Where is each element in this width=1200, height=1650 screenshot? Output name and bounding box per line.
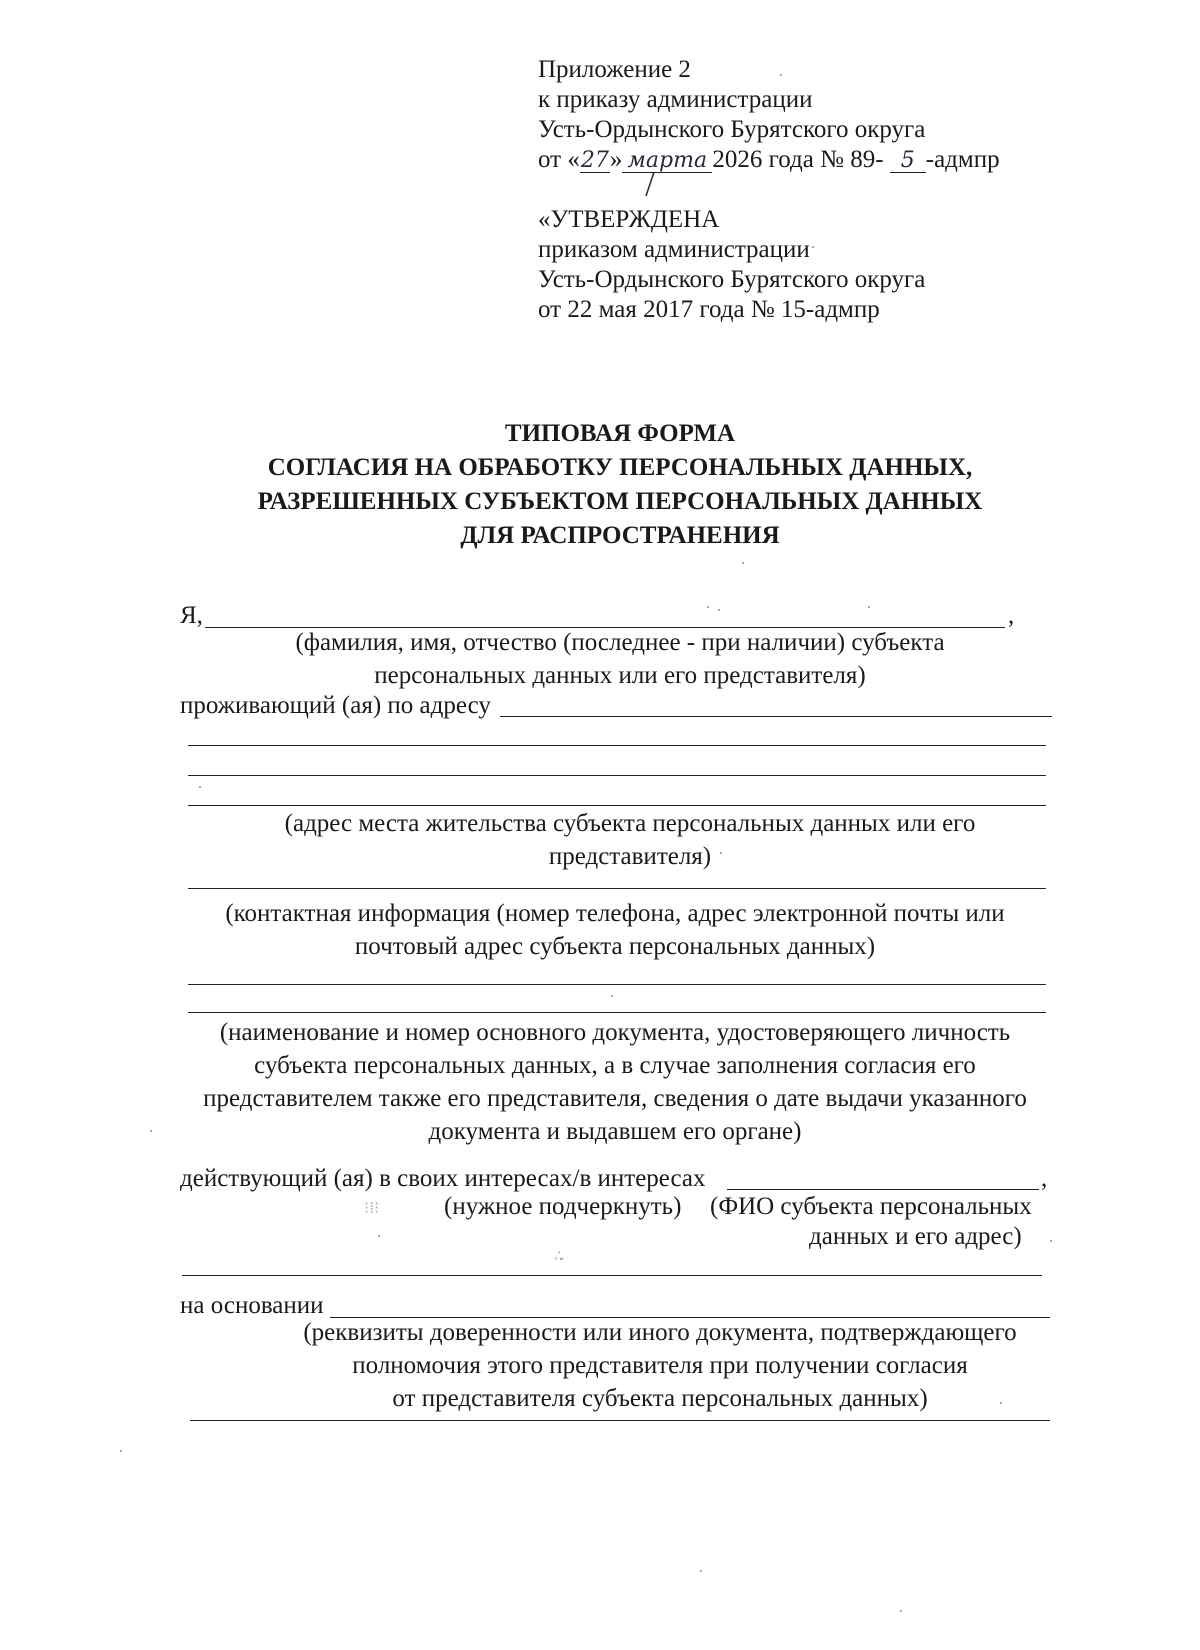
address-field-line-2[interactable] [188,745,1046,746]
approval-line-3: Усть-Ордынского Бурятского округа [538,266,926,293]
document-field-line-1[interactable] [188,984,1046,985]
address-field-line-4[interactable] [188,805,1046,806]
address-field-line-3[interactable] [188,775,1046,776]
appendix-line-1: Приложение 2 [538,56,691,83]
order-month-field [622,144,712,177]
approval-line-2: приказом администрации [538,236,810,263]
order-year: 2026 года № 89- [712,146,884,173]
fio-caption-line-1: (фамилия, имя, отчество (последнее - при наличии) субъекта [295,629,945,656]
basis-field-line-2[interactable] [190,1420,1050,1421]
document-caption-line-3: представителем также его представителя, сведения о дате выдачи указанного [203,1085,1027,1112]
subject-caption-line-1: (ФИО субъекта персональных [710,1193,1032,1220]
subject-field-line-2[interactable] [182,1275,1042,1276]
order-number-handwritten: 5 [900,148,915,173]
appendix-line-3: Усть-Ордынского Бурятского округа [538,116,926,143]
underline-hint: (нужное подчеркнуть) [444,1193,682,1220]
basis-caption-line-1: (реквизиты доверенности или иного документа, подтверждающего [303,1319,1017,1346]
title-line-4: ДЛЯ РАСПРОСТРАНЕНИЯ [460,522,780,549]
fio-caption [240,626,1000,692]
address-field-line-1[interactable] [500,716,1052,717]
basis-caption-line-2: полномочия этого представителя при получении согласия [352,1352,968,1379]
subject-field-line[interactable] [727,1189,1039,1190]
document-caption [170,1016,1060,1148]
address-label: проживающий (ая) по адресу [180,692,491,719]
address-caption-line-2: представителя) [548,843,712,870]
subject-caption-line-2: данных и его адрес) [809,1223,1022,1250]
title-line-2: СОГЛАСИЯ НА ОБРАБОТКУ ПЕРСОНАЛЬНЫХ ДАННЫХ, [267,454,973,481]
order-quote-close: » [609,146,623,173]
contact-field-line[interactable] [188,888,1046,889]
order-line [538,144,1000,177]
document-caption-line-2: субъекта персональных данных, а в случае заполнения согласия его [254,1052,976,1079]
acting-comma: , [1041,1165,1048,1192]
document-caption-line-1: (наименование и номер основного документа, удостоверяющего личность [219,1019,1011,1046]
fio-caption-line-2: персональных данных или его представителя) [374,662,866,689]
basis-caption [240,1316,1080,1415]
appendix-line-2: к приказу администрации [538,86,813,113]
address-caption-line-1: (адрес места жительства субъекта персональных данных или его [284,810,976,837]
acting-label: действующий (ая) в своих интересах/в интересах [180,1165,706,1192]
document-page: Приложение 2 к приказу администрации Усть-Ордынского Бурятского округа от «27 » марта 2026 года № 89- 5 -адмпр «УТВЕРЖДЕНА приказом администрации Усть-Ордынского Бурятского округа от 22 мая 2017 года № 15-адмпр ТИПОВАЯ ФОРМА СОГЛАСИЯ НА ОБРАБОТКУ ПЕРСОНАЛЬНЫХ ДАННЫХ, РАЗРЕШЕННЫХ СУБЪЕКТОМ ПЕРСОНАЛЬНЫХ ДАННЫХ ДЛЯ РАСПРОСТРАНЕНИЯ Я, , (фамилия, имя, отчество (последнее - при наличии) субъекта персональных данных или его представителя) проживающий (ая) по адресу (адрес места жительства субъекта персональных данных или его представителя) (контактная информация (номер телефона, адрес электронной почты или почтовый адрес субъекта персональных данных) (наименование и номер основного документа, удостоверяющего личность субъекта персональных данных, а в случае заполнения согласия его представителем также его представителя, сведения о дате выдачи указанного документа и выдавшем его органе) действующий (ая) в своих интересах/в интересах , (нужное подчеркнуть) (ФИО субъекта персональных данных и его адрес) на основании (реквизиты доверенности или иного документа, подтверждающего полномочия этого представителя при получении согласия от представителя субъекта персональных данных) ⁝⁞⁝ ∴ [0,0,1200,1650]
order-suffix: -адмпр [925,146,1000,173]
address-caption [240,807,1020,873]
contact-caption [190,897,1040,963]
title-line-1: ТИПОВАЯ ФОРМА [504,420,736,447]
order-number-field [890,144,926,177]
document-field-line-2[interactable] [188,1012,1046,1013]
form-title [200,417,1040,553]
document-caption-line-4: документа и выдавшем его органе) [428,1118,802,1145]
contact-caption-line-1: (контактная информация (номер телефона, адрес электронной почты или [225,900,1005,927]
order-day-handwritten: 27 [580,148,609,173]
order-month-handwritten: марта [627,148,708,173]
approval-line-1: «УТВЕРЖДЕНА [538,206,720,233]
order-day-field [580,144,610,177]
handwriting-stroke-icon [640,170,660,198]
basis-caption-line-3: от представителя субъекта персональных данных) [392,1385,928,1412]
title-line-3: РАЗРЕШЕННЫХ СУБЪЕКТОМ ПЕРСОНАЛЬНЫХ ДАННЫХ [257,488,983,515]
contact-caption-line-2: почтовый адрес субъекта персональных данных) [354,933,876,960]
order-prefix: от « [538,146,580,173]
basis-label: на основании [180,1292,324,1319]
ya-label: Я, [180,602,203,629]
ya-comma: , [1008,602,1015,629]
approval-line-4: от 22 мая 2017 года № 15-адмпр [538,296,880,323]
